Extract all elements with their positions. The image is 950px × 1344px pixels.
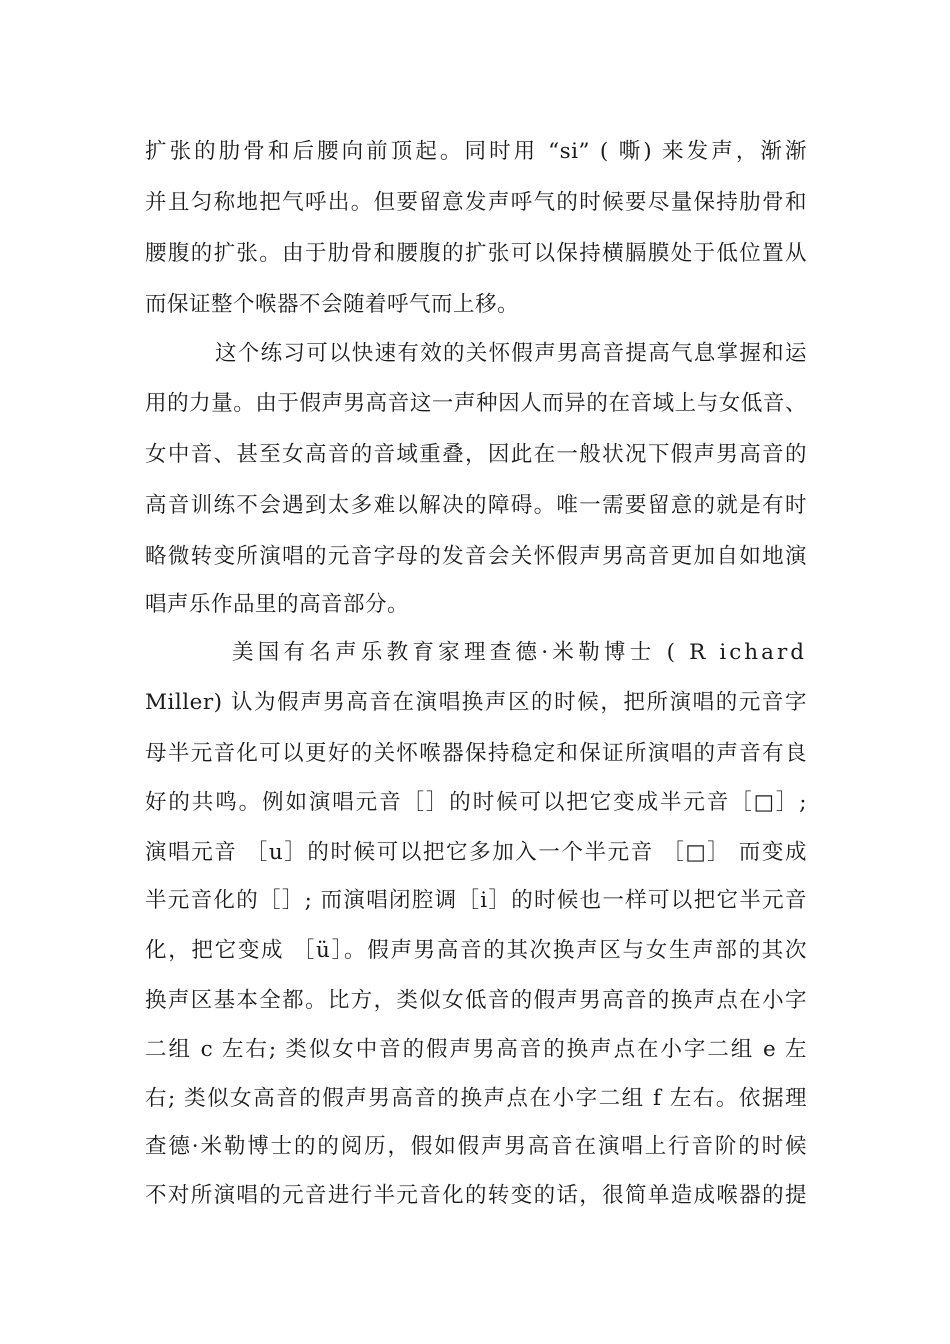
text-line-21: 查德·米勒博士的的阅历，假如假声男高音在演唱上行音阶的时候 [145, 1134, 807, 1159]
text-line-13: 母半元音化可以更好的关怀喉器保持稳定和保证所演唱的声音有良 [145, 741, 807, 766]
text-line-19: 二组 c 左右; 类似女中音的假声男高音的换声点在小字二组 e 左 [145, 1037, 807, 1062]
text-line-22: 不对所演唱的元音进行半元音化的转变的话，很简单造成喉器的提 [145, 1183, 807, 1208]
text-line-10: 唱声乐作品里的高音部分。 [145, 592, 410, 617]
text-line-4: 而保证整个喉器不会随着呼气而上移。 [145, 292, 520, 317]
text-line-9: 略微转变所演唱的元音字母的发音会关怀假声男高音更加自如地演 [145, 544, 807, 569]
text-line-1: 扩张的肋骨和后腰向前顶起。同时用 “si” ( 嘶) 来发声，渐渐 [145, 139, 807, 164]
paragraph-2-first-line: 这个练习可以快速有效的关怀假声男高音提高气息掌握和运 [215, 341, 807, 366]
text-line-8: 高音训练不会遇到太多难以解决的障碍。唯一需要留意的就是有时 [145, 493, 807, 518]
text-line-15: 演唱元音 ［u］的时候可以把它多加入一个半元音 ［□］ 而变成 [145, 840, 807, 865]
text-line-2: 并且匀称地把气呼出。但要留意发声呼气的时候要尽量保持肋骨和 [145, 190, 807, 215]
text-line-18: 换声区基本全都。比方，类似女低音的假声男高音的换声点在小字 [145, 988, 807, 1013]
text-line-20: 右; 类似女高音的假声男高音的换声点在小字二组 f 左右。依据理 [145, 1086, 807, 1111]
text-line-6: 用的力量。由于假声男高音这一声种因人而异的在音域上与女低音、 [145, 391, 807, 416]
paragraph-3-first-line: 美国有名声乐教育家理查德·米勒博士 ( R ichard [232, 640, 807, 665]
text-line-3: 腰腹的扩张。由于肋骨和腰腹的扩张可以保持横膈膜处于低位置从 [145, 241, 807, 266]
text-line-12: Miller) 认为假声男高音在演唱换声区的时候，把所演唱的元音字 [145, 690, 807, 715]
text-line-17: 化，把它变成 ［ü］。假声男高音的其次换声区与女生声部的其次 [145, 938, 807, 963]
text-line-14: 好的共鸣。例如演唱元音［］的时候可以把它变成半元音［□］; [145, 790, 807, 815]
text-line-16: 半元音化的［］; 而演唱闭腔调［i］的时候也一样可以把它半元音 [145, 888, 807, 913]
text-line-7: 女中音、甚至女高音的音域重叠，因此在一般状况下假声男高音的 [145, 442, 807, 467]
